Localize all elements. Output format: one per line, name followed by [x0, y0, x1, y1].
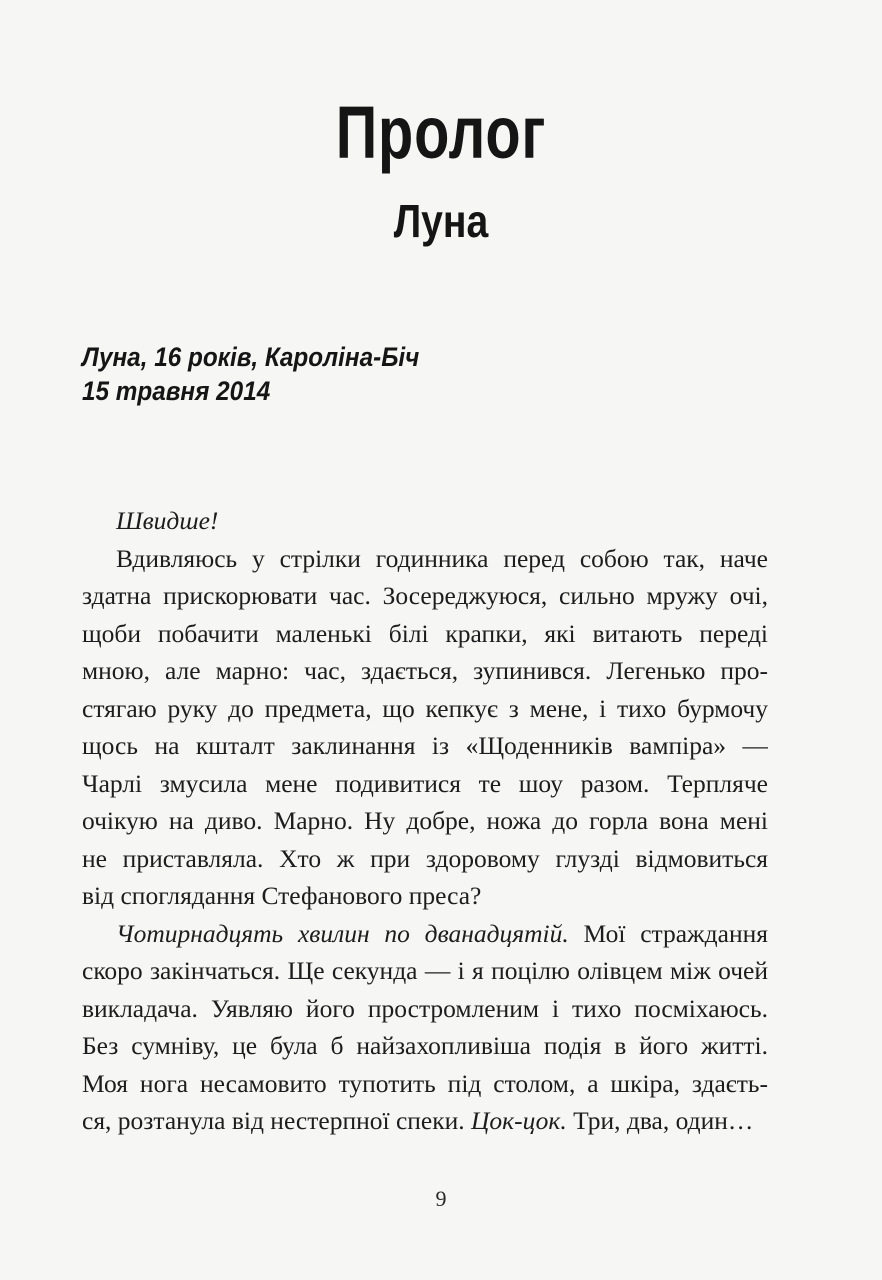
- text-line: щоби побачити маленькі білі крапки, які витають переді: [82, 618, 768, 648]
- italic-phrase: Цок-цок.: [471, 1106, 567, 1135]
- text-line: не приставляла. Хто ж при здоровому глузді відмовиться: [82, 843, 768, 873]
- text-line: мною, але марно: час, здається, зупинився. Легенько про-: [82, 656, 768, 685]
- text-line: стягаю руку до предмета, що кепкує з мене, і тихо бурмочу: [82, 693, 768, 723]
- text-line: Вдивляюсь у стрілки годинника перед собою так, наче: [116, 543, 768, 573]
- body-text: [82, 502, 768, 1140]
- text-line: Без сумніву, це була б найзахопливіша подія в його житті.: [82, 1031, 768, 1060]
- italic-phrase: Чотирнадцять хвилин по дванадцятій.: [116, 918, 569, 948]
- text-line: від споглядання Стефанового преса?: [82, 881, 482, 910]
- text-fragment: ся, розтанула від нестерпної спеки.: [82, 1106, 472, 1135]
- text-line: щось на кшталт заклинання із «Щоденників вампіра» —: [82, 731, 768, 760]
- text-line: викладача. Уявляю його простромленим і тихо посміхаюсь.: [82, 993, 768, 1023]
- text-line-mixed: [82, 1102, 768, 1140]
- text-line: здатна прискорювати час. Зосереджуюся, сильно мружу очі,: [82, 581, 768, 610]
- dateline-location: Луна, 16 років, Кароліна-Біч: [82, 342, 420, 372]
- text-line: скоро закінчаться. Ще секунда — і я поцілю олівцем між очей: [82, 956, 768, 985]
- chapter-subtitle: Луна: [393, 195, 489, 247]
- text-line-mixed: [82, 915, 768, 953]
- paragraph-exclamation: Швидше!: [116, 506, 219, 535]
- chapter-title: Пролог: [335, 91, 547, 174]
- page-number: 9: [435, 1186, 447, 1211]
- dateline: [82, 340, 419, 408]
- dateline-date: 15 травня 2014: [82, 376, 271, 406]
- text-line: Чарлі змусила мене подивитися те шоу разом. Терпляче: [82, 768, 768, 798]
- text-fragment: Мої страждання: [568, 918, 768, 948]
- text-fragment: Три, два, один…: [566, 1106, 754, 1135]
- text-line: очікую на диво. Марно. Ну добре, ножа до горла вона мені: [82, 806, 768, 835]
- text-line: Моя нога несамовито тупотить під столом, а шкіра, здаєть-: [82, 1068, 768, 1098]
